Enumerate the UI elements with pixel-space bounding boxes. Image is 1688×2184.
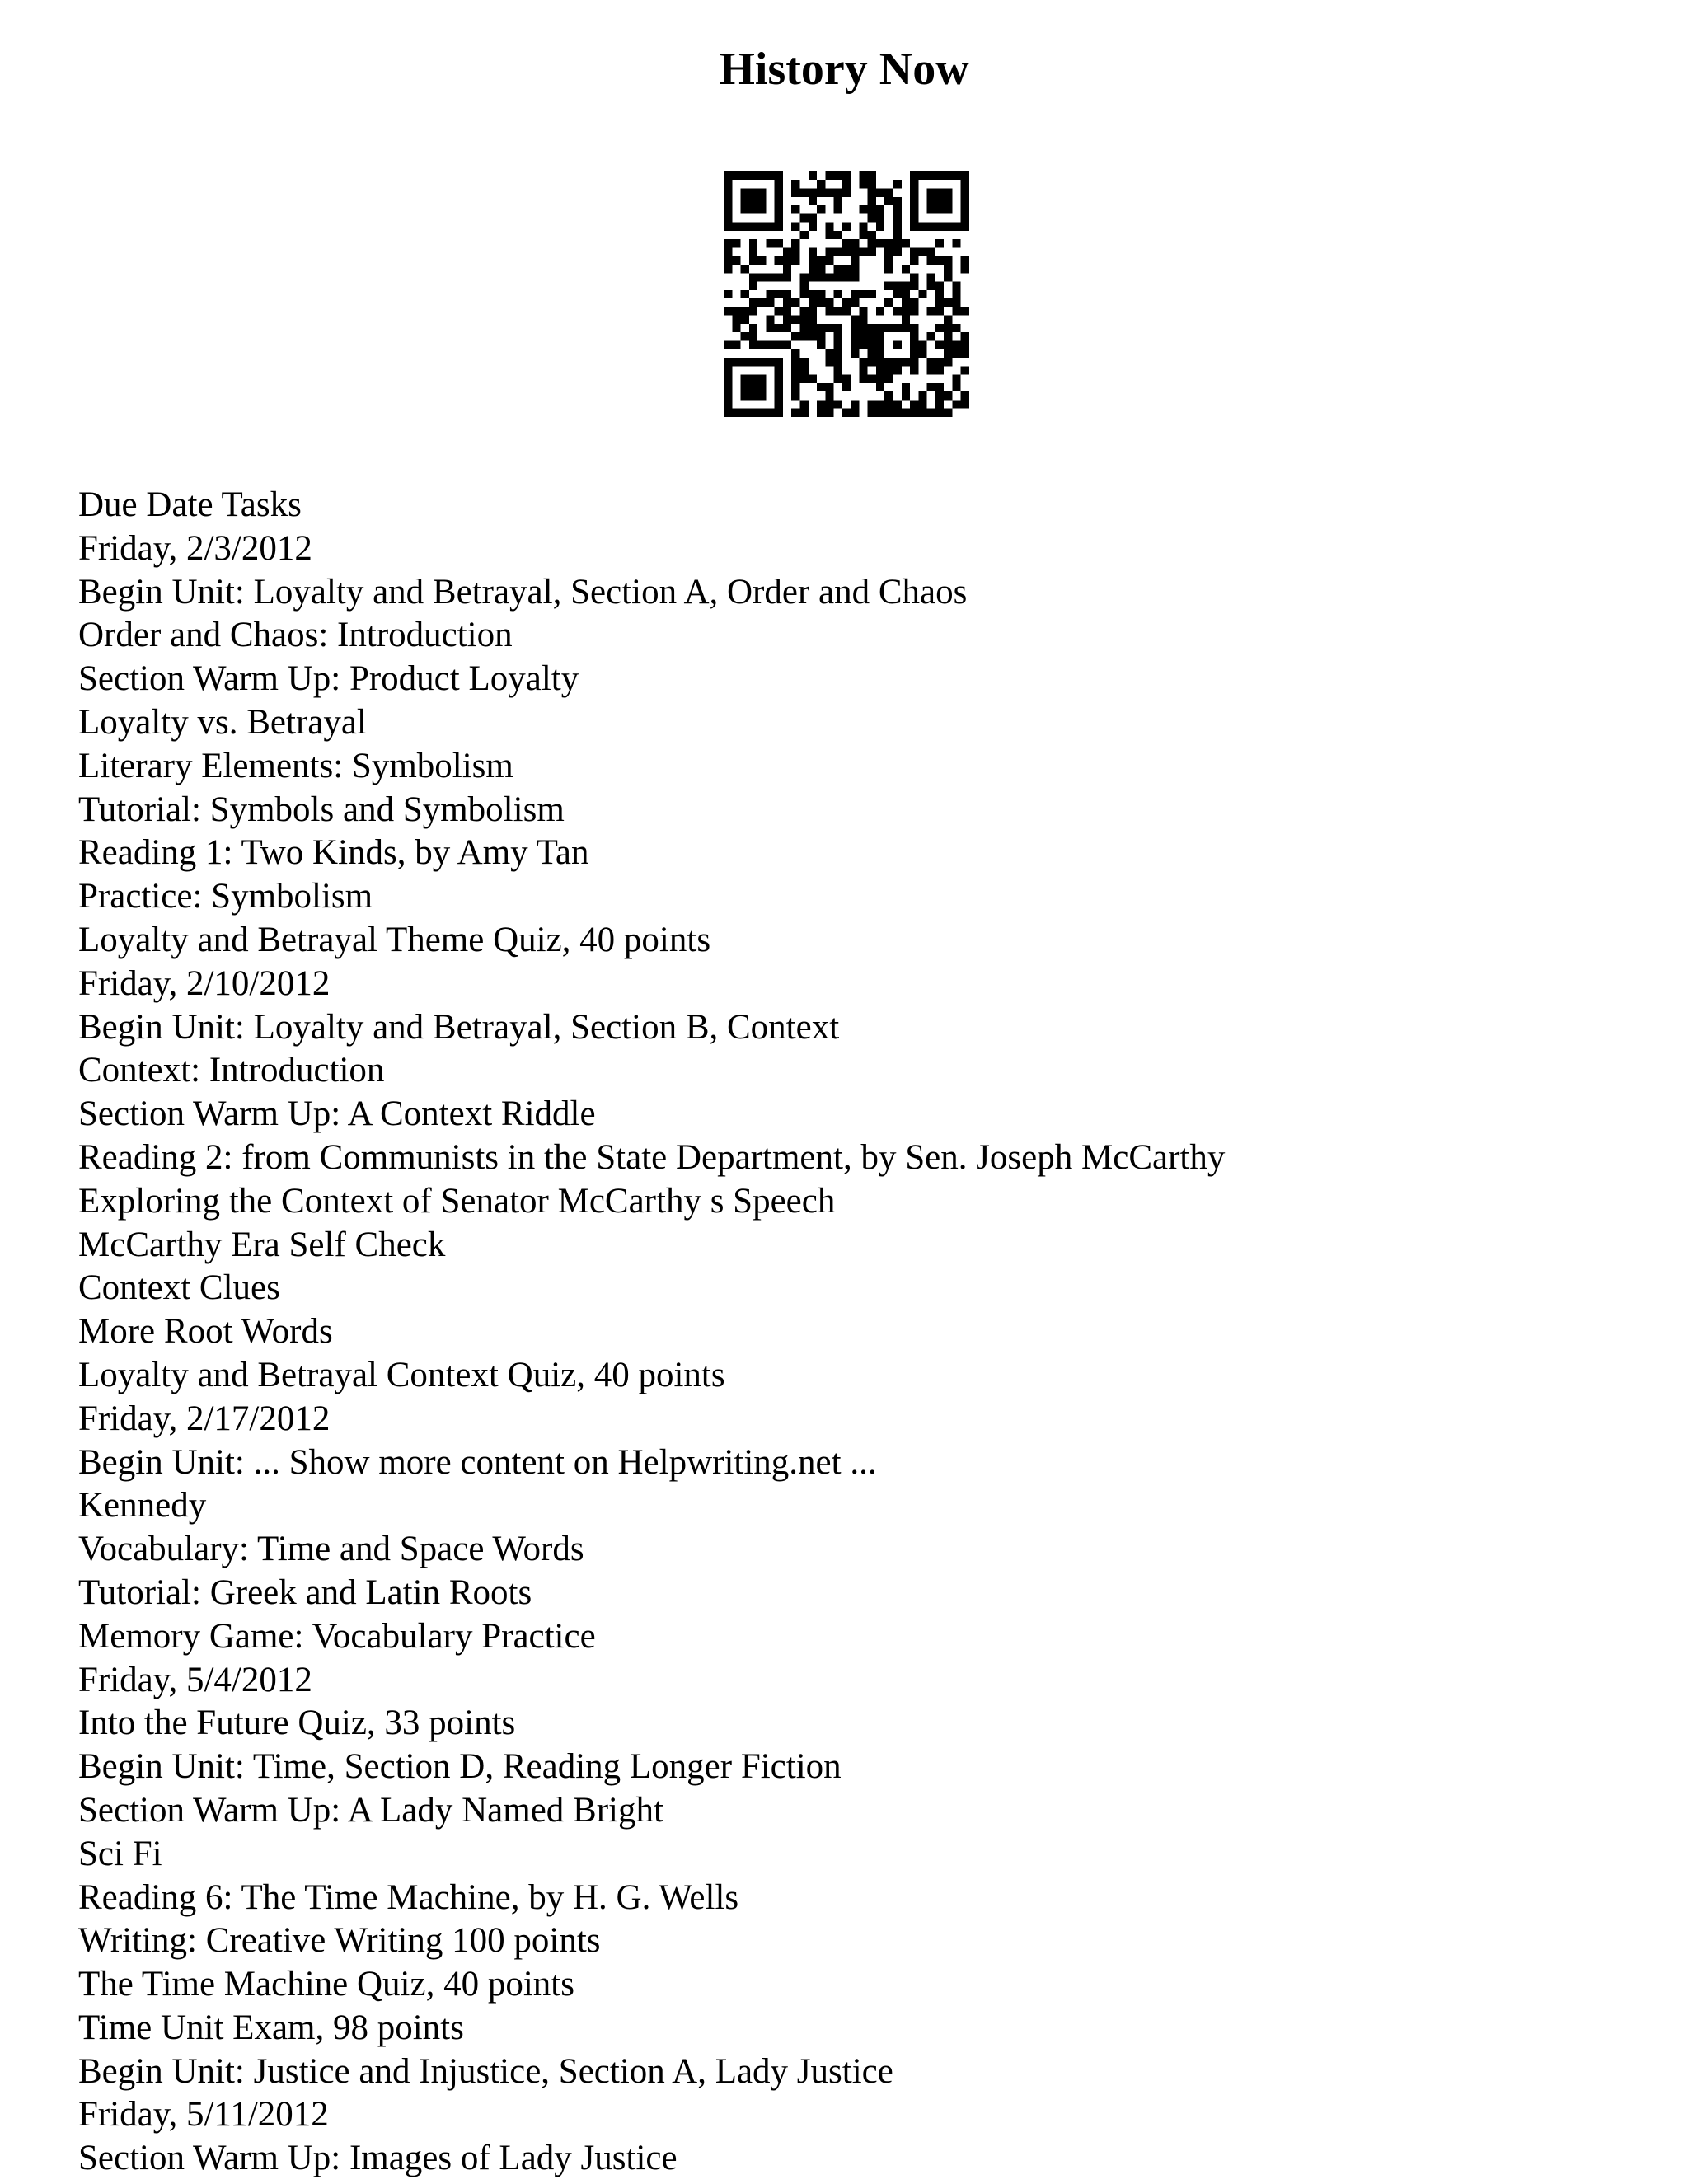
qr-code [724,171,969,417]
list-item: Memory Game: Vocabulary Practice [78,1616,596,1656]
list-item: Section Warm Up: A Lady Named Bright [78,1790,663,1830]
list-item: Loyalty and Betrayal Theme Quiz, 40 points [78,920,711,959]
list-item: Practice: Symbolism [78,877,373,916]
list-item: McCarthy Era Self Check [78,1225,446,1264]
list-item: Begin Unit: Loyalty and Betrayal, Section B, Context [78,1007,840,1047]
list-item: Vocabulary: Time and Space Words [78,1530,584,1569]
list-item: Kennedy [78,1486,207,1526]
list-item: Order and Chaos: Introduction [78,616,513,655]
list-item: Begin Unit: ... Show more content on Helpwriting.net ... [78,1442,877,1482]
list-item: Time Unit Exam, 98 points [78,2008,464,2047]
list-item: Begin Unit: Time, Section D, Reading Longer Fiction [78,1747,842,1787]
list-item: Loyalty vs. Betrayal [78,702,367,742]
list-item: Friday, 2/10/2012 [78,963,331,1003]
list-item: The Time Machine Quiz, 40 points [78,1965,574,2004]
list-item: Begin Unit: Justice and Injustice, Section A, Lady Justice [78,2051,893,2091]
list-item: Reading 1: Two Kinds, by Amy Tan [78,833,589,873]
list-item: Into the Future Quiz, 33 points [78,1704,516,1743]
list-item: Section Warm Up: Images of Lady Justice [78,2139,678,2178]
list-item: Loyalty and Betrayal Context Quiz, 40 points [78,1355,725,1394]
list-item: Section Warm Up: Product Loyalty [78,659,579,699]
list-item: Context: Introduction [78,1051,385,1090]
list-item: Tutorial: Symbols and Symbolism [78,790,565,829]
list-item: More Root Words [78,1312,333,1352]
list-item: Begin Unit: Loyalty and Betrayal, Section A, Order and Chaos [78,572,968,612]
list-item: Sci Fi [78,1834,162,1873]
list-item: Exploring the Context of Senator McCarthy s Speech [78,1181,836,1221]
list-item: Writing: Creative Writing 100 points [78,1921,601,1961]
list-item: Friday, 2/17/2012 [78,1399,331,1438]
list-item: Context Clues [78,1268,280,1308]
list-item: Reading 6: The Time Machine, by H. G. Wells [78,1877,739,1917]
list-item: Tutorial: Greek and Latin Roots [78,1572,532,1612]
list-item: Friday, 5/4/2012 [78,1660,312,1699]
list-item: Section Warm Up: A Context Riddle [78,1094,596,1134]
table-header: Due Date Tasks [78,485,302,524]
list-item: Friday, 5/11/2012 [78,2095,329,2135]
task-list [78,484,1644,2181]
list-item: Literary Elements: Symbolism [78,746,513,785]
qr-code-icon [724,171,969,417]
page-title: History Now [719,44,969,95]
list-item: Friday, 2/3/2012 [78,528,312,568]
list-item: Reading 2: from Communists in the State Department, by Sen. Joseph McCarthy [78,1137,1226,1177]
